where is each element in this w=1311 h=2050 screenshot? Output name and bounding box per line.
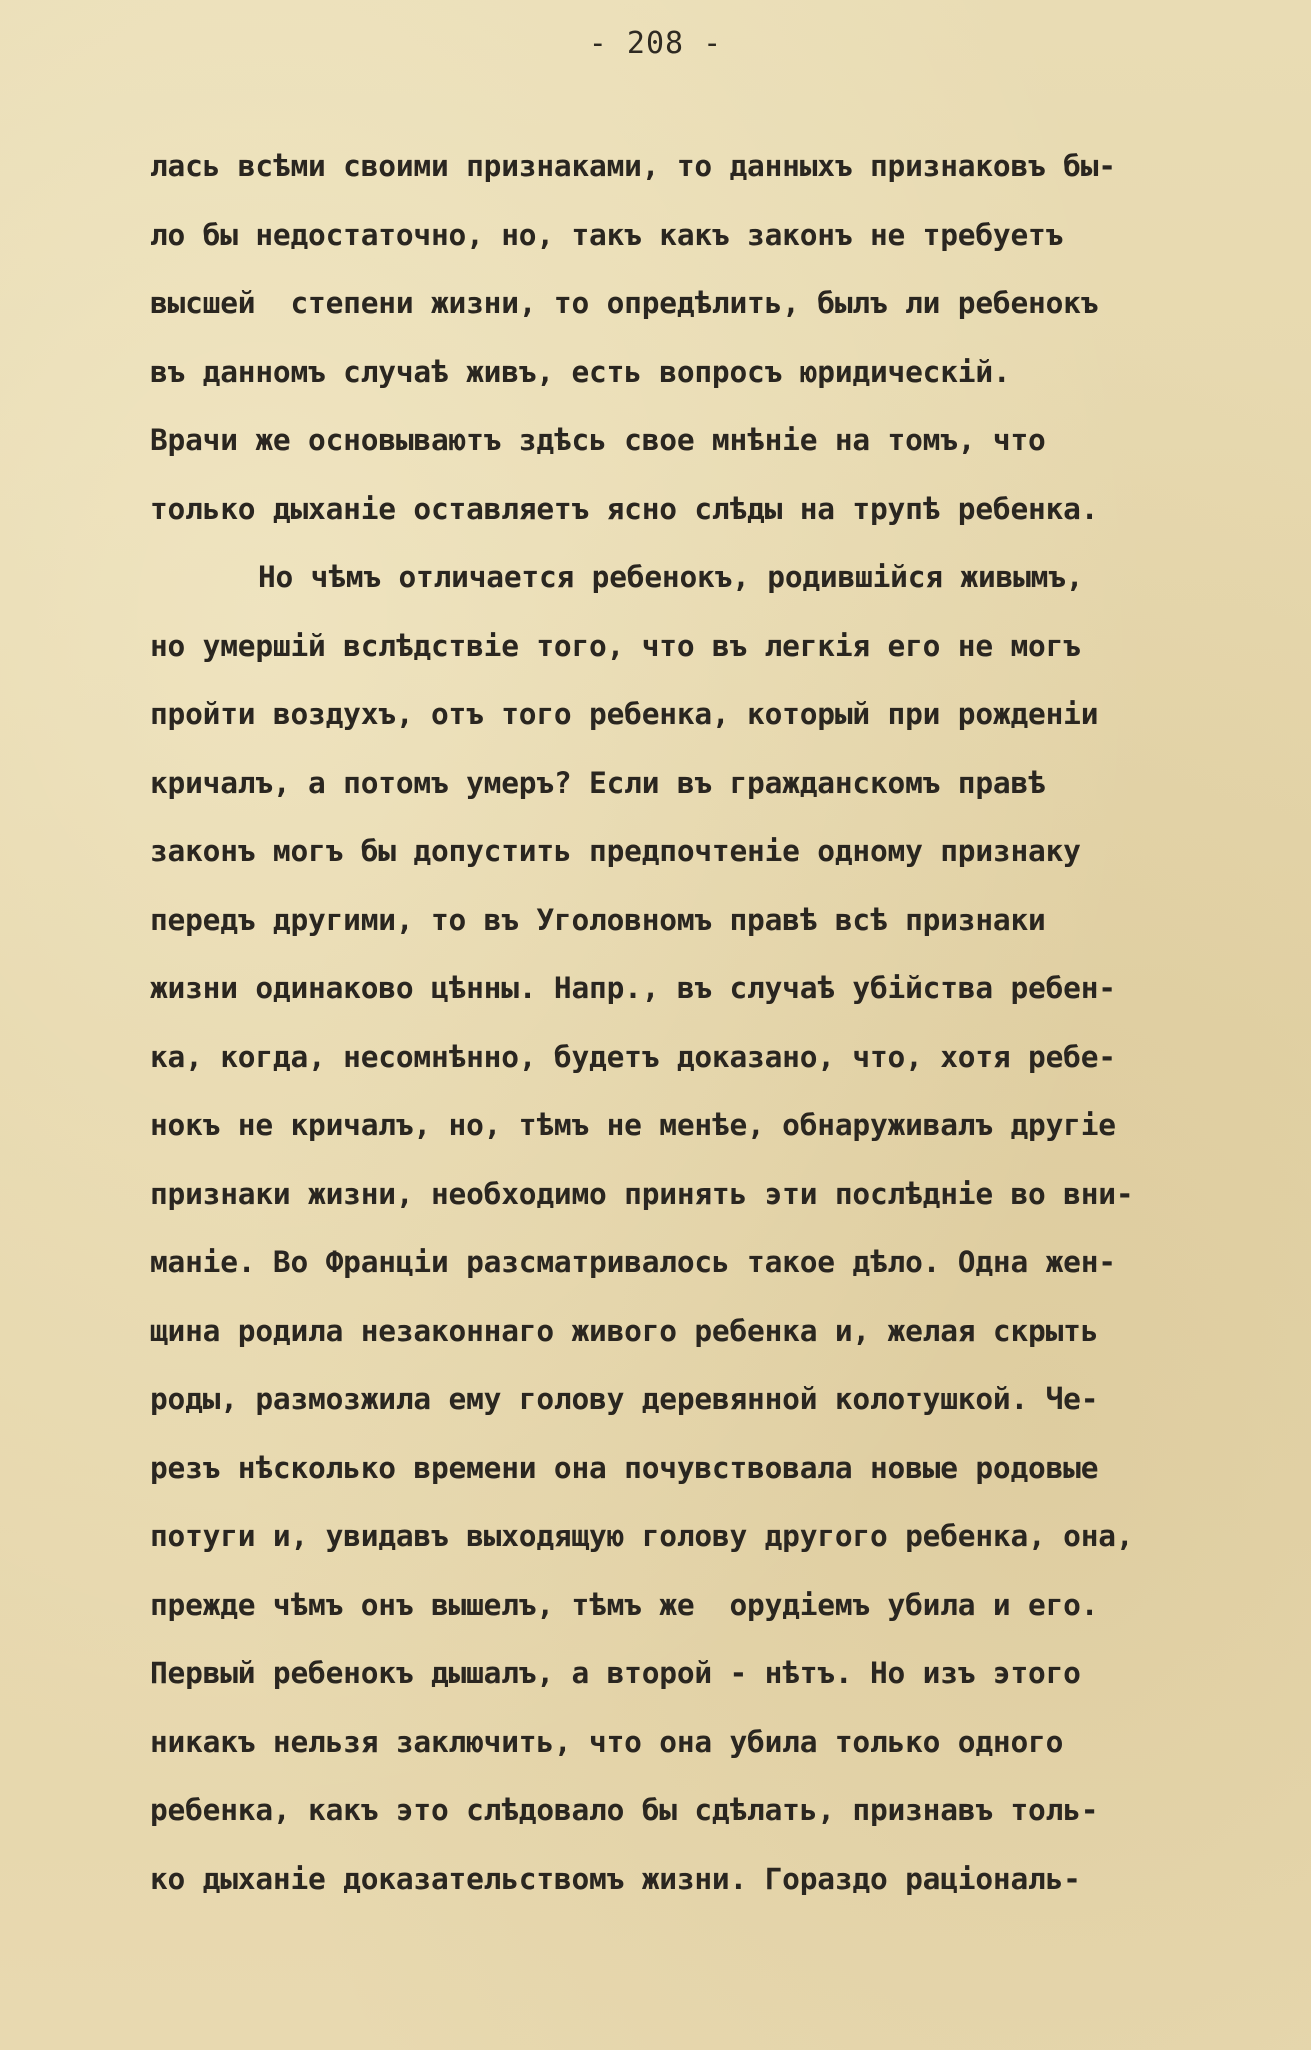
text-line: потуги и, увидавъ выходящую голову другого ребенка, она, (150, 1519, 1134, 1553)
text-line: пройти воздухъ, отъ того ребенка, который при рожденіи (150, 697, 1099, 731)
text-line: жизни одинаково цѣнны. Напр., въ случаѣ убійства ребен- (150, 971, 1116, 1005)
text-line: въ данномъ случаѣ живъ, есть вопросъ юридическій. (150, 354, 1011, 389)
text-line: ка, когда, несомнѣнно, будетъ доказано, что, хотя ребе- (150, 1039, 1116, 1074)
text-line: Первый ребенокъ дышалъ, а второй - нѣтъ. Но изъ этого (150, 1656, 1081, 1690)
text-line: ло бы недостаточно, но, такъ какъ законъ не требуетъ (150, 217, 1064, 252)
text-line: ребенка, какъ это слѣдовало бы сдѣлать, признавъ толь- (150, 1793, 1099, 1827)
text-line: никакъ нельзя заключить, что она убила только одного (150, 1724, 1064, 1759)
text-line: кричалъ, а потомъ умеръ? Если въ гражданскомъ правѣ (150, 765, 1046, 800)
text-line: лась всѣми своими признаками, то данныхъ признаковъ бы- (150, 149, 1116, 183)
text-line: щина родила незаконнаго живого ребенка и, желая скрыть (150, 1313, 1099, 1348)
text-line: но умершій вслѣдствіе того, что въ легкія его не могъ (150, 628, 1081, 663)
text-line: прежде чѣмъ онъ вышелъ, тѣмъ же орудіемъ убила и его. (150, 1587, 1099, 1622)
text-line: передъ другими, то въ Уголовномъ правѣ всѣ признаки (150, 902, 1046, 937)
text-line: высшей степени жизни, то опредѣлить, былъ ли ребенокъ (150, 286, 1099, 320)
text-line: ко дыханіе доказательствомъ жизни. Гораздо раціональ- (150, 1861, 1081, 1896)
text-line: законъ могъ бы допустить предпочтеніе одному признаку (150, 834, 1081, 868)
text-line: только дыханіе оставляетъ ясно слѣды на трупѣ ребенка. (150, 491, 1099, 526)
paragraph-start-line: Но чѣмъ отличается ребенокъ, родившійся живымъ, (258, 560, 1084, 594)
text-line: нокъ не кричалъ, но, тѣмъ не менѣе, обнаруживалъ другіе (150, 1108, 1116, 1142)
text-line: резъ нѣсколько времени она почувствовала новые родовые (150, 1450, 1099, 1485)
text-line: признаки жизни, необходимо принять эти послѣдніе во вни- (150, 1176, 1134, 1211)
text-line: Врачи же основываютъ здѣсь свое мнѣніе на томъ, что (150, 423, 1046, 457)
body-text (150, 132, 1311, 1913)
text-line: маніе. Во Франціи разсматривалось такое дѣло. Одна жен- (150, 1245, 1116, 1279)
text-line: роды, размозжила ему голову деревянной колотушкой. Че- (150, 1382, 1099, 1416)
page-number: - 208 - (588, 26, 723, 61)
